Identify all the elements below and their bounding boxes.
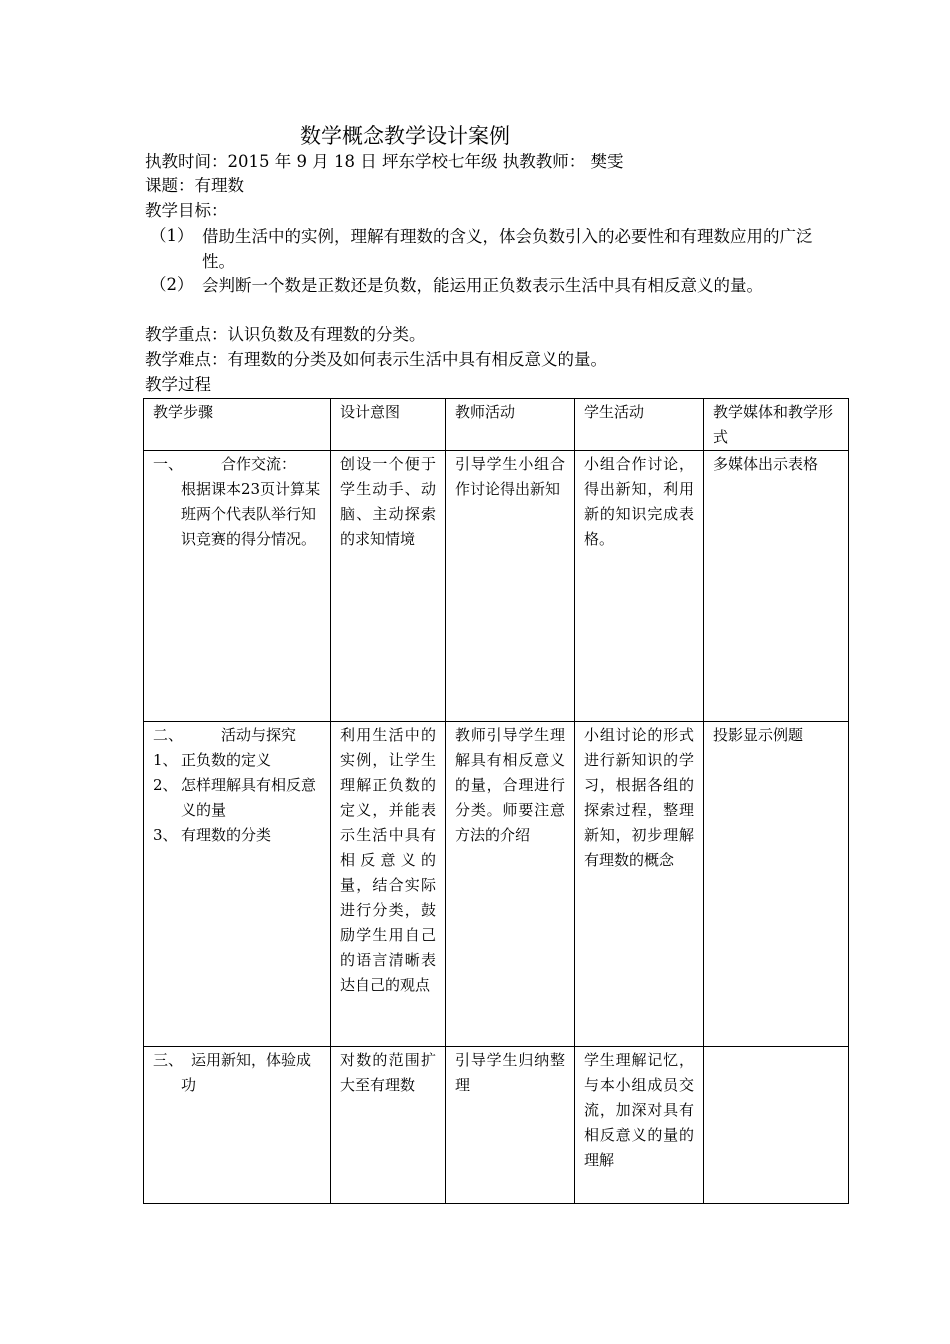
objective-2-text: 会判断一个数是正数还是负数，能运用正负数表示生活中具有相反意义的量。	[202, 276, 763, 295]
table-row	[144, 1047, 849, 1204]
table-row	[144, 722, 849, 1047]
process-heading: 教学过程	[145, 375, 211, 394]
teacher-cell: 引导学生归纳整理	[446, 1047, 575, 1204]
header-teacher: 教师活动	[446, 399, 575, 451]
student-cell: 小组讨论的形式进行新知识的学习，根据各组的探索过程，整理新知，初步理解有理数的概念	[575, 722, 704, 1047]
objective-1-text: 借助生活中的实例，理解有理数的含义，体会负数引入的必要性和有理数应用的广泛性。	[202, 227, 813, 271]
intent-cell: 对数的范围扩大至有理数	[331, 1047, 446, 1204]
teacher-cell: 引导学生小组合作讨论得出新知	[446, 451, 575, 722]
step-number: 三、	[153, 1051, 184, 1069]
document-title: 数学概念教学设计案例	[300, 124, 510, 148]
media-cell: 多媒体出示表格	[704, 451, 849, 722]
media-cell	[704, 1047, 849, 1204]
header-student: 学生活动	[575, 399, 704, 451]
header-media: 教学媒体和教学形式	[704, 399, 849, 451]
objective-1-number: （1）	[150, 226, 194, 245]
media-cell: 投影显示例题	[704, 722, 849, 1047]
student-cell: 学生理解记忆，与本小组成员交流，加深对具有相反意义的量的理解	[575, 1047, 704, 1204]
key-point-line: 教学重点：认识负数及有理数的分类。	[145, 325, 426, 344]
info-line: 执教时间：2015 年 9 月 18 日 坪东学校七年级 执教教师： 樊雯	[145, 152, 624, 171]
step-cell	[144, 722, 331, 1047]
header-step: 教学步骤	[144, 399, 331, 451]
step-title: 运用新知，体验成功	[181, 1051, 312, 1094]
objectives-heading: 教学目标：	[145, 201, 228, 220]
table-row	[144, 451, 849, 722]
teacher-cell: 教师引导学生理解具有相反意义的量，合理进行分类。师要注意方法的介绍	[446, 722, 575, 1047]
objective-2-number: （2）	[150, 275, 194, 294]
list-item: 1、 正负数的定义	[153, 751, 272, 769]
difficulty-line: 教学难点：有理数的分类及如何表示生活中具有相反意义的量。	[145, 350, 607, 369]
table-header-row	[144, 399, 849, 451]
step-cell	[144, 1047, 331, 1204]
topic-line: 课题：有理数	[145, 176, 244, 195]
step-cell	[144, 451, 331, 722]
teaching-process-table	[143, 398, 849, 1204]
intent-cell: 创设一个便于学生动手、动脑、主动探索的求知情境	[331, 451, 446, 722]
list-item: 3、 有理数的分类	[153, 826, 272, 844]
step-heading	[153, 452, 321, 477]
step-number: 二、	[153, 726, 184, 744]
intent-cell: 利用生活中的实例，让学生理解正负数的定义，并能表示生活中具有相反意义的量，结合实际进行分类，鼓励学生用自己的语言清晰表达自己的观点	[331, 722, 446, 1047]
list-item: 2、 怎样理解具有相反意义的量	[153, 776, 317, 819]
student-cell: 小组合作讨论，得出新知，利用新的知识完成表格。	[575, 451, 704, 722]
step-number: 一、	[153, 455, 184, 473]
step-heading	[153, 723, 321, 748]
header-intent: 设计意图	[331, 399, 446, 451]
step-title: 合作交流：	[221, 455, 297, 473]
step-description: 根据课本23页计算某班两个代表队举行知识竞赛的得分情况。	[181, 480, 321, 548]
step-title: 活动与探究	[221, 726, 297, 744]
